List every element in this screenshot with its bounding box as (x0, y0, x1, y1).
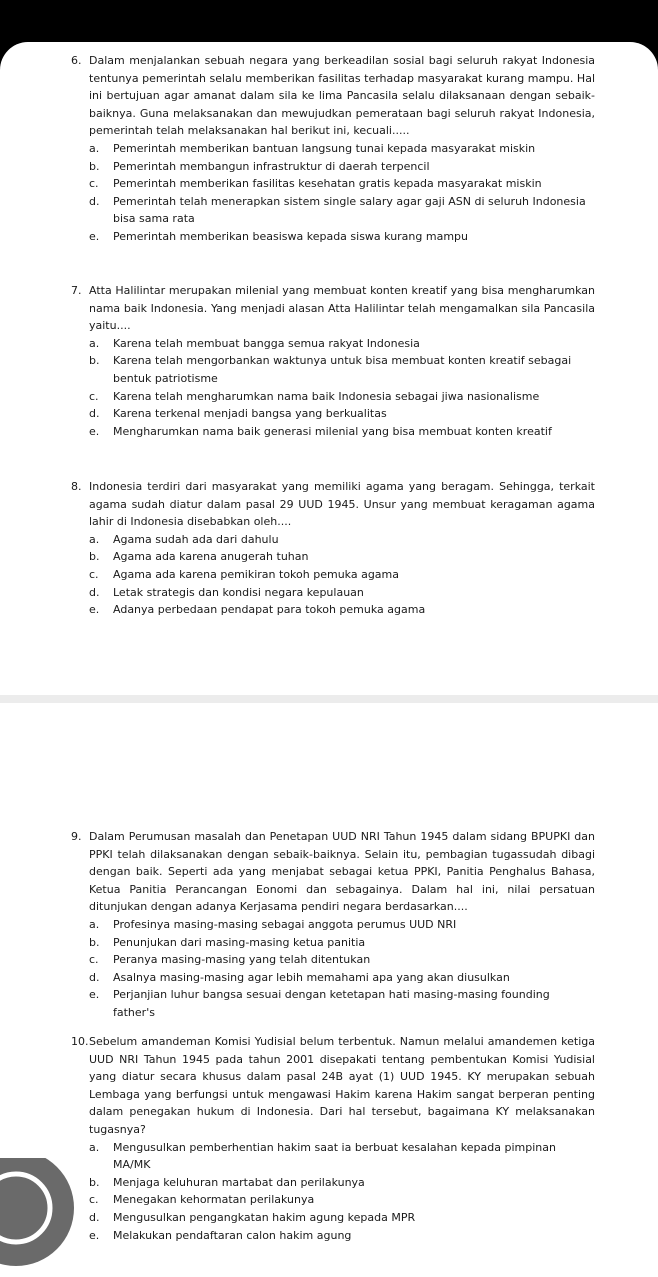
option-letter: a. (89, 532, 100, 546)
option-text: Adanya perbedaan pendapat para tokoh pemuka agama (113, 603, 426, 617)
page-divider (0, 695, 658, 703)
option-text: Karena terkenal menjadi bangsa yang berkualitas (113, 407, 387, 421)
option-letter: a. (89, 336, 100, 350)
option-c (71, 1191, 595, 1209)
option-a (71, 531, 595, 549)
option-e (71, 1227, 595, 1245)
option-b (71, 1174, 595, 1192)
option-text: Agama ada karena anugerah tuhan (113, 550, 309, 564)
option-text: Letak strategis dan kondisi negara kepulauan (113, 585, 364, 599)
question-text: Indonesia terdiri dari masyarakat yang memiliki agama yang beragam. Sehingga, terkait agama sudah diatur dalam pasal 29 UUD 1945. Unsur yang membuat keragaman agama lahir di Indonesia disebabkan oleh.... (89, 480, 595, 529)
option-d (71, 193, 595, 228)
document-page (0, 42, 658, 1277)
question-number: 10. (71, 1035, 89, 1048)
option-letter: c. (89, 1193, 99, 1207)
option-letter: e. (89, 988, 100, 1002)
option-text: Pemerintah memberikan fasilitas kesehatan gratis kepada masyarakat miskin (113, 177, 542, 191)
option-text: Pemerintah membangun infrastruktur di daerah terpencil (113, 159, 430, 173)
question-10 (71, 1033, 595, 1244)
option-text: Peranya masing-masing yang telah ditentukan (113, 953, 371, 967)
option-letter: b. (89, 354, 100, 368)
option-text: Agama ada karena pemikiran tokoh pemuka agama (113, 567, 400, 581)
option-b (71, 158, 595, 176)
option-letter: e. (89, 1228, 100, 1242)
option-text: Pemerintah memberikan beasiswa kepada siswa kurang mampu (113, 229, 469, 243)
option-a (71, 140, 595, 158)
option-list (71, 1139, 595, 1245)
question-9 (71, 828, 595, 1022)
option-a (71, 916, 595, 934)
option-text: Menegakan kehormatan perilakunya (113, 1193, 315, 1207)
question-text: Dalam Perumusan masalah dan Penetapan UUD NRI Tahun 1945 dalam sidang BPUPKI dan PPKI telah dilaksanakan dengan sebaik-baiknya. Selain itu, pembagian tugassudah dibagi dengan baik. Seperti ada yang menjabat sebagai ketua PPKI, Panitia Penghalus Bahasa, Ketua Panitia Perancangan Eonomi dan sebagainya. Dalam hal ini, nilai persatuan ditunjukan dengan adanya Kerjasama pendiri negara berdasarkan.... (89, 830, 595, 914)
question-text: Atta Halilintar merupakan milenial yang membuat konten kreatif yang bisa mengharumkan nama baik Indonesia. Yang menjadi alasan Atta Halilintar telah mengamalkan sila Pancasila yaitu.... (89, 284, 595, 333)
option-c (71, 566, 595, 584)
option-letter: d. (89, 1210, 100, 1224)
option-text: Mengusulkan pemberhentian hakim saat ia berbuat kesalahan kepada pimpinan MA/MK (113, 1140, 556, 1172)
question-text: Sebelum amandeman Komisi Yudisial belum terbentuk. Namun melalui amandemen ketiga UUD NRI Tahun 1945 pada tahun 2001 disepakati tentang pembentukan Komisi Yudisial yang diatur secara khusus dalam pasal 24B ayat (1) UUD 1945. KY merupakan sebuah Lembaga yang berfungsi untuk mengawasi Hakim karena Hakim sangat berperan penting dalam penegakan hukum di Indonesia. Dari hal tersebut, bagaimana KY melaksanakan tugasnya? (89, 1035, 595, 1136)
option-letter: c. (89, 567, 99, 581)
option-d (71, 969, 595, 987)
question-7 (71, 282, 595, 440)
option-b (71, 934, 595, 952)
option-d (71, 405, 595, 423)
question-number: 9. (71, 830, 82, 843)
option-text: Perjanjian luhur bangsa sesuai dengan ketetapan hati masing-masing founding father's (113, 988, 550, 1019)
option-e (71, 601, 595, 619)
option-letter: e. (89, 603, 100, 617)
option-letter: d. (89, 970, 100, 984)
option-letter: d. (89, 194, 100, 208)
option-text: Pemerintah telah menerapkan sistem single salary agar gaji ASN di seluruh Indonesia bisa sama rata (113, 194, 586, 226)
option-letter: a. (89, 141, 100, 155)
option-b (71, 352, 595, 387)
option-b (71, 548, 595, 566)
option-letter: d. (89, 407, 100, 421)
option-d (71, 584, 595, 602)
option-text: Mengharumkan nama baik generasi milenial yang bisa membuat konten kreatif (113, 424, 552, 438)
option-letter: a. (89, 917, 100, 931)
option-text: Karena telah mengharumkan nama baik Indonesia sebagai jiwa nasionalisme (113, 389, 540, 403)
option-list (71, 140, 595, 246)
floating-circle-button[interactable] (0, 1158, 74, 1277)
option-e (71, 228, 595, 246)
option-letter: c. (89, 389, 99, 403)
option-text: Pemerintah memberikan bantuan langsung tunai kepada masyarakat miskin (113, 141, 536, 155)
option-list (71, 531, 595, 619)
option-c (71, 951, 595, 969)
option-a (71, 1139, 595, 1174)
option-c (71, 175, 595, 193)
option-text: Asalnya masing-masing agar lebih memahami apa yang akan diusulkan (113, 970, 510, 984)
circle-button-icon (0, 1158, 74, 1277)
option-text: Agama sudah ada dari dahulu (113, 532, 279, 546)
option-text: Karena telah mengorbankan waktunya untuk bisa membuat konten kreatif sebagai bentuk patriotisme (113, 354, 572, 385)
question-text: Dalam menjalankan sebuah negara yang berkeadilan sosial bagi seluruh rakyat Indonesia tentunya pemerintah selalu memberikan fasilitas terhadap masyarakat kurang mampu. Hal ini bertujuan agar amanat dalam sila ke lima Pancasila selalu dilaksanaan dengan sebaik-baiknya. Guna melaksanakan dan mewujudkan pemerataan bagi seluruh rakyat Indonesia, pemerintah telah melaksanakan hal berikut ini, kecuali..... (89, 54, 595, 138)
option-letter: a. (89, 1140, 100, 1154)
option-d (71, 1209, 595, 1227)
option-letter: b. (89, 1175, 100, 1189)
option-letter: e. (89, 229, 100, 243)
question-6 (71, 52, 595, 246)
option-letter: b. (89, 935, 100, 949)
question-number: 8. (71, 480, 82, 493)
option-text: Menjaga keluhuran martabat dan perilakunya (113, 1175, 365, 1189)
option-text: Penunjukan dari masing-masing ketua panitia (113, 935, 366, 949)
option-letter: d. (89, 585, 100, 599)
option-letter: c. (89, 953, 99, 967)
option-letter: b. (89, 159, 100, 173)
option-list (71, 916, 595, 1022)
option-c (71, 388, 595, 406)
option-text: Profesinya masing-masing sebagai anggota perumus UUD NRI (113, 917, 457, 931)
option-a (71, 335, 595, 353)
option-e (71, 986, 595, 1021)
option-text: Mengusulkan pengangkatan hakim agung kepada MPR (113, 1210, 416, 1224)
question-number: 6. (71, 54, 82, 67)
option-e (71, 423, 595, 441)
option-list (71, 335, 595, 441)
option-text: Karena telah membuat bangga semua rakyat Indonesia (113, 336, 420, 350)
option-text: Melakukan pendaftaran calon hakim agung (113, 1228, 352, 1242)
option-letter: c. (89, 177, 99, 191)
option-letter: b. (89, 550, 100, 564)
question-8 (71, 478, 595, 619)
option-letter: e. (89, 424, 100, 438)
question-number: 7. (71, 284, 82, 297)
